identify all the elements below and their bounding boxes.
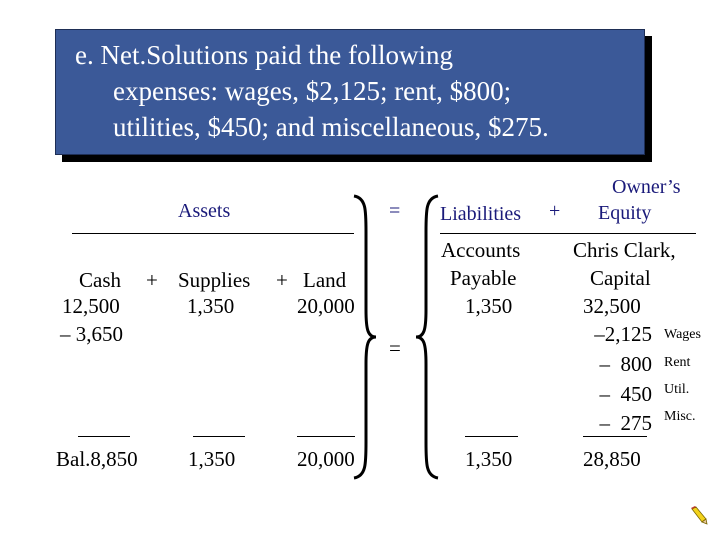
capital-sum-line — [583, 436, 647, 437]
ap-start-value: 1,350 — [465, 294, 513, 318]
left-brace — [414, 192, 440, 482]
note-misc: Misc. — [664, 409, 696, 424]
supplies-column-header: Supplies — [178, 268, 251, 292]
ap-end-balance: 1,350 — [465, 447, 513, 471]
capital-header-line1: Chris Clark, — [573, 238, 676, 262]
title-line-3: utilities, $450; and miscellaneous, $275. — [113, 112, 549, 142]
cash-sum-line — [78, 436, 130, 437]
assets-rule — [72, 233, 354, 234]
capital-wages-value: –2,125 — [594, 322, 652, 346]
note-rent: Rent — [664, 355, 691, 370]
land-column-header: Land — [303, 268, 347, 292]
liabilities-header: Liabilities — [440, 203, 522, 225]
owners-equity-header-line1: Owner’s — [612, 176, 681, 198]
land-end-balance: 20,000 — [297, 447, 355, 471]
title-line-2: expenses: wages, $2,125; rent, $800; — [113, 76, 512, 106]
capital-start-value: 32,500 — [583, 294, 641, 318]
cash-end-balance: Bal.8,850 — [56, 447, 138, 471]
capital-util-value: – 450 — [599, 382, 652, 406]
pencil-icon — [688, 505, 710, 527]
assets-header: Assets — [178, 200, 231, 222]
accounts-payable-header-line1: Accounts — [441, 238, 521, 262]
supplies-start-value: 1,350 — [187, 294, 235, 318]
equals-header: = — [389, 200, 401, 222]
ap-sum-line — [465, 436, 518, 437]
capital-end-balance: 28,850 — [583, 447, 641, 471]
middle-equals-sign: = — [389, 336, 401, 360]
land-sum-line — [297, 436, 355, 437]
plus-header: + — [549, 200, 561, 222]
plus-sign: + — [276, 268, 288, 292]
right-brace — [352, 192, 378, 482]
owners-equity-header-line2: Equity — [598, 202, 652, 224]
supplies-sum-line — [193, 436, 245, 437]
note-util: Util. — [664, 382, 690, 397]
plus-sign: + — [146, 268, 158, 292]
accounts-payable-header-line2: Payable — [450, 266, 517, 290]
liabilities-equity-rule — [440, 233, 696, 234]
note-wages: Wages — [664, 327, 701, 342]
cash-column-header: Cash — [79, 268, 121, 292]
capital-header-line2: Capital — [590, 266, 651, 290]
cash-change-value: – 3,650 — [60, 322, 123, 346]
land-start-value: 20,000 — [297, 294, 355, 318]
cash-start-value: 12,500 — [62, 294, 120, 318]
capital-rent-value: – 800 — [599, 352, 652, 376]
title-line-1: e. Net.Solutions paid the following — [75, 40, 453, 70]
capital-misc-value: – 275 — [599, 411, 652, 435]
supplies-end-balance: 1,350 — [188, 447, 236, 471]
